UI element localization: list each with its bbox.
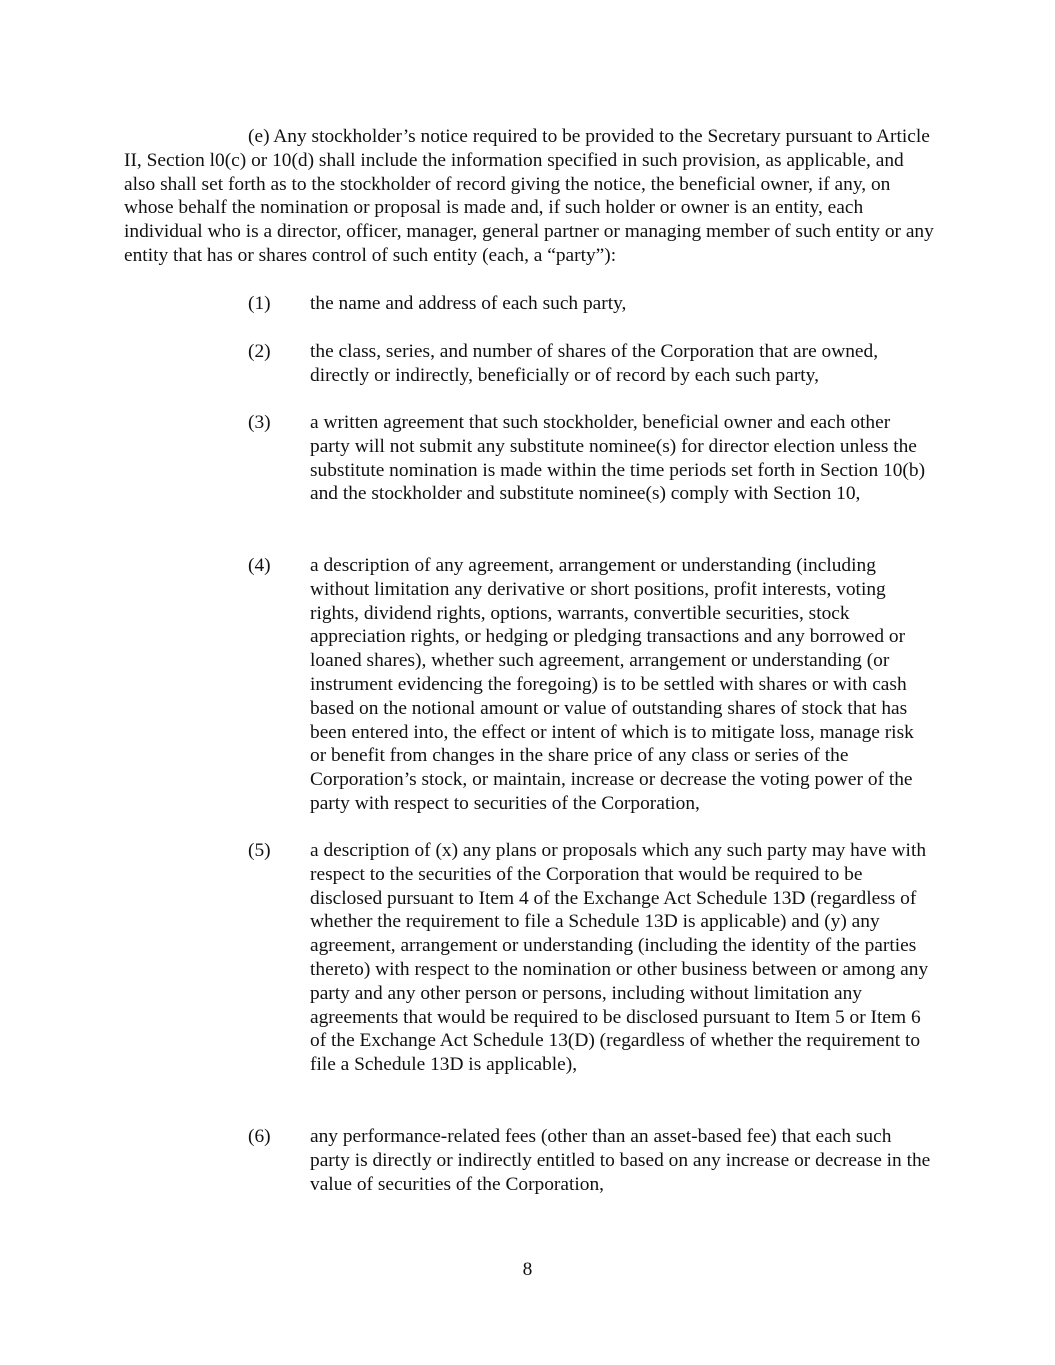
item-text: a description of any agreement, arrangement or understanding (including without limitation any derivative or short positions, profit interests, voting rights, dividend rights, options, warrants, convertible securities, stock appreciation rights, or hedging or pledging transactions and any borrowed or loaned shares), whether such agreement, arrangement or understanding (or instrument evidencing the foregoing) is to be settled with shares or with cash based on the notional amount or value of outstanding shares of stock that has been entered into, the effect or intent of which is to mitigate loss, manage risk or benefit from changes in the share price of any class or series of the Corporation’s stock, or maintain, increase or decrease the voting power of the party with respect to securities of the Corporation, [310,555,914,814]
list-item [248,554,948,816]
item-number: (4) [248,555,271,576]
item-text: any performance-related fees (other than an asset-based fee) that each such party is directly or indirectly entitled to based on any increase or decrease in the value of securities of the Corporation, [310,1126,931,1195]
item-text: a description of (x) any plans or proposals which any such party may have with respect to the securities of the Corporation that would be required to be disclosed pursuant to Item 4 of the Exchange Act Schedule 13D (regardless of whether the requirement to file a Schedule 13D is applicable) and (y) any agreement, arrangement or understanding (including the identity of the parties thereto) with respect to the nomination or other business between or among any party and any other person or persons, including without limitation any agreements that would be required to be disclosed pursuant to Item 5 or Item 6 of the Exchange Act Schedule 13(D) (regardless of whether the requirement to file a Schedule 13D is applicable), [310,840,929,1076]
list-item [248,411,948,506]
intro-paragraph: (e) Any stockholder’s notice required to be provided to the Secretary pursuant to Article II, Section l0(c) or 10(d) shall include the information specified in such provision, as applicable, and also shall set forth as to the stockholder of record giving the notice, the beneficial owner, if any, on whose behalf the nomination or proposal is made and, if such holder or owner is an entity, each individual who is a director, officer, manager, general partner or managing member of such entity or any entity that has or shares control of such entity (each, a “party”): [124,126,934,266]
item-number: (6) [248,1126,271,1147]
item-text: a written agreement that such stockholder, beneficial owner and each other party will not submit any substitute nominee(s) for director election unless the substitute nomination is made within the time periods set forth in Section 10(b) and the stockholder and substitute nominee(s) comply with Section 10, [310,412,926,505]
item-number: (5) [248,840,271,861]
page-number: 8 [522,1259,533,1280]
list-item [248,340,948,388]
list-item [248,1125,948,1196]
list-item [248,839,948,1077]
item-number: (1) [248,293,271,314]
item-number: (3) [248,412,271,433]
list-item [248,292,948,316]
item-number: (2) [248,341,271,362]
item-text: the class, series, and number of shares of the Corporation that are owned, directly or indirectly, beneficially or of record by each such party, [310,341,879,386]
item-text: the name and address of each such party, [310,293,627,314]
